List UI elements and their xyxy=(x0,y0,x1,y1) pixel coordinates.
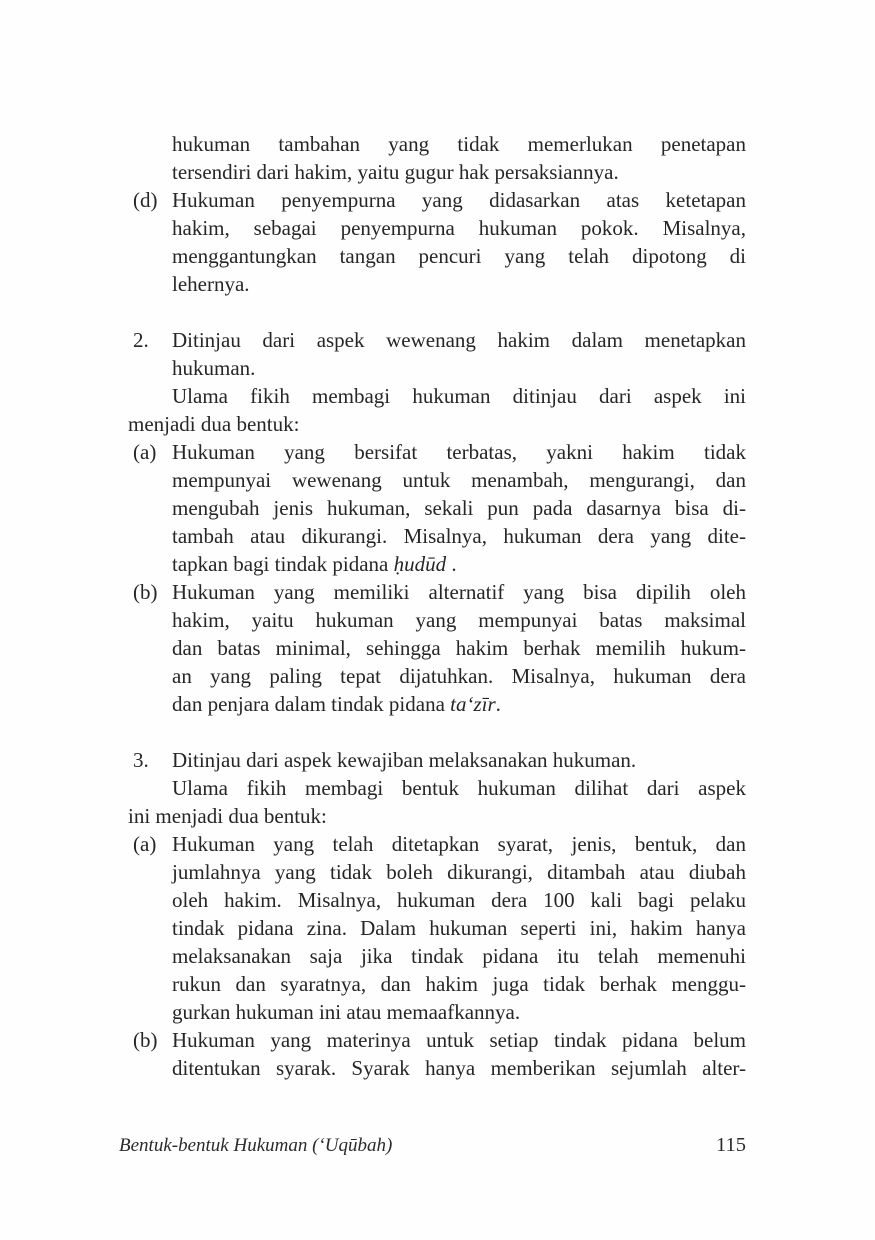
list-item xyxy=(128,326,746,382)
text-line xyxy=(172,438,746,466)
list-item-label: 3. xyxy=(133,748,149,772)
text-line xyxy=(172,830,746,858)
text-line xyxy=(172,130,746,158)
text-line xyxy=(172,578,746,606)
text-line xyxy=(172,354,746,382)
list-item xyxy=(128,130,746,186)
text-segment: Ditinjau dari aspek kewajiban melaksanakan hukuman. xyxy=(172,748,637,772)
text-line xyxy=(172,522,746,550)
text-line xyxy=(172,690,746,718)
text-line xyxy=(172,242,746,270)
text-line xyxy=(172,886,746,914)
list-item-label: (a) xyxy=(133,440,157,464)
text-segment: tapkan bagi tindak pidana xyxy=(172,552,394,576)
text-segment: hukuman. xyxy=(172,356,256,380)
section-gap xyxy=(128,298,746,326)
text-line xyxy=(172,326,746,354)
text-segment: dan batas minimal, sehingga hakim berhak memilih hukum- xyxy=(172,636,746,660)
text-line xyxy=(128,410,746,438)
text-line xyxy=(128,774,746,802)
text-line xyxy=(172,970,746,998)
text-segment: menggantungkan tangan pencuri yang telah dipotong di xyxy=(172,244,746,268)
text-segment: ini menjadi dua bentuk: xyxy=(128,804,327,828)
list-item-label: (b) xyxy=(133,1028,158,1052)
text-line xyxy=(172,466,746,494)
text-segment: Hukuman yang memiliki alternatif yang bisa dipilih oleh xyxy=(172,580,746,604)
text-line xyxy=(172,270,746,298)
paragraph xyxy=(128,774,746,830)
list-item xyxy=(128,1026,746,1082)
text-segment: Hukuman penyempurna yang didasarkan atas ketetapan xyxy=(172,188,746,212)
list-item xyxy=(128,186,746,298)
text-segment: an yang paling tepat dijatuhkan. Misalnya, hukuman dera xyxy=(172,664,746,688)
text-segment: lehernya. xyxy=(172,272,250,296)
text-line xyxy=(172,550,746,578)
text-segment: tindak pidana zina. Dalam hukuman seperti ini, hakim hanya xyxy=(172,916,746,940)
page-content xyxy=(128,130,746,1082)
text-line xyxy=(172,1026,746,1054)
text-segment: mempunyai wewenang untuk menambah, mengurangi, dan xyxy=(172,468,746,492)
text-segment: . xyxy=(446,552,457,576)
text-segment: Hukuman yang materinya untuk setiap tindak pidana belum xyxy=(172,1028,746,1052)
page-footer xyxy=(119,1134,746,1157)
text-segment: Hukuman yang telah ditetapkan syarat, jenis, bentuk, dan xyxy=(172,832,746,856)
text-line xyxy=(128,382,746,410)
text-line xyxy=(172,858,746,886)
text-segment: hakim, sebagai penyempurna hukuman pokok. Misalnya, xyxy=(172,216,746,240)
text-line xyxy=(172,998,746,1026)
text-line xyxy=(172,942,746,970)
text-segment: ditentukan syarak. Syarak hanya memberikan sejumlah alter- xyxy=(172,1056,746,1080)
text-line xyxy=(172,186,746,214)
text-segment: Ulama fikih membagi hukuman ditinjau dari aspek ini xyxy=(172,384,746,408)
text-segment: menjadi dua bentuk: xyxy=(128,412,300,436)
list-item xyxy=(128,438,746,578)
text-line xyxy=(172,494,746,522)
list-item xyxy=(128,578,746,718)
transliterated-term: ta‘zīr xyxy=(450,692,496,716)
list-item-label: (d) xyxy=(133,188,158,212)
text-segment: Hukuman yang bersifat terbatas, yakni hakim tidak xyxy=(172,440,746,464)
text-segment: jumlahnya yang tidak boleh dikurangi, ditambah atau diubah xyxy=(172,860,746,884)
text-segment: gurkan hukuman ini atau memaafkannya. xyxy=(172,1000,521,1024)
text-segment: Ditinjau dari aspek wewenang hakim dalam menetapkan xyxy=(172,328,746,352)
text-segment: oleh hakim. Misalnya, hukuman dera 100 kali bagi pelaku xyxy=(172,888,746,912)
text-segment: rukun dan syaratnya, dan hakim juga tidak berhak menggu- xyxy=(172,972,746,996)
text-segment: mengubah jenis hukuman, sekali pun pada dasarnya bisa di- xyxy=(172,496,746,520)
list-item-label: 2. xyxy=(133,328,149,352)
list-item-label: (b) xyxy=(133,580,158,604)
text-line xyxy=(172,1054,746,1082)
text-line xyxy=(128,802,746,830)
text-segment: hakim, yaitu hukuman yang mempunyai batas maksimal xyxy=(172,608,746,632)
text-line xyxy=(172,662,746,690)
text-segment: tambah atau dikurangi. Misalnya, hukuman dera yang dite- xyxy=(172,524,746,548)
list-item xyxy=(128,830,746,1026)
transliterated-term: ḥudūd xyxy=(393,552,447,576)
section-gap xyxy=(128,718,746,746)
text-segment: tersendiri dari hakim, yaitu gugur hak persaksiannya. xyxy=(172,160,619,184)
text-segment: dan penjara dalam tindak pidana xyxy=(172,692,451,716)
page-number: 115 xyxy=(716,1134,746,1156)
running-footer-title: Bentuk-bentuk Hukuman (‘Uqūbah) xyxy=(119,1135,393,1156)
text-line xyxy=(172,914,746,942)
text-segment: melaksanakan saja jika tindak pidana itu telah memenuhi xyxy=(172,944,746,968)
text-segment: . xyxy=(495,692,501,716)
text-line xyxy=(172,746,746,774)
list-item-label: (a) xyxy=(133,832,157,856)
list-item xyxy=(128,746,746,774)
paragraph xyxy=(128,382,746,438)
text-line xyxy=(172,158,746,186)
text-line xyxy=(172,606,746,634)
text-segment: hukuman tambahan yang tidak memerlukan penetapan xyxy=(172,132,746,156)
text-line xyxy=(172,634,746,662)
text-line xyxy=(172,214,746,242)
text-segment: Ulama fikih membagi bentuk hukuman dilihat dari aspek xyxy=(172,776,746,800)
